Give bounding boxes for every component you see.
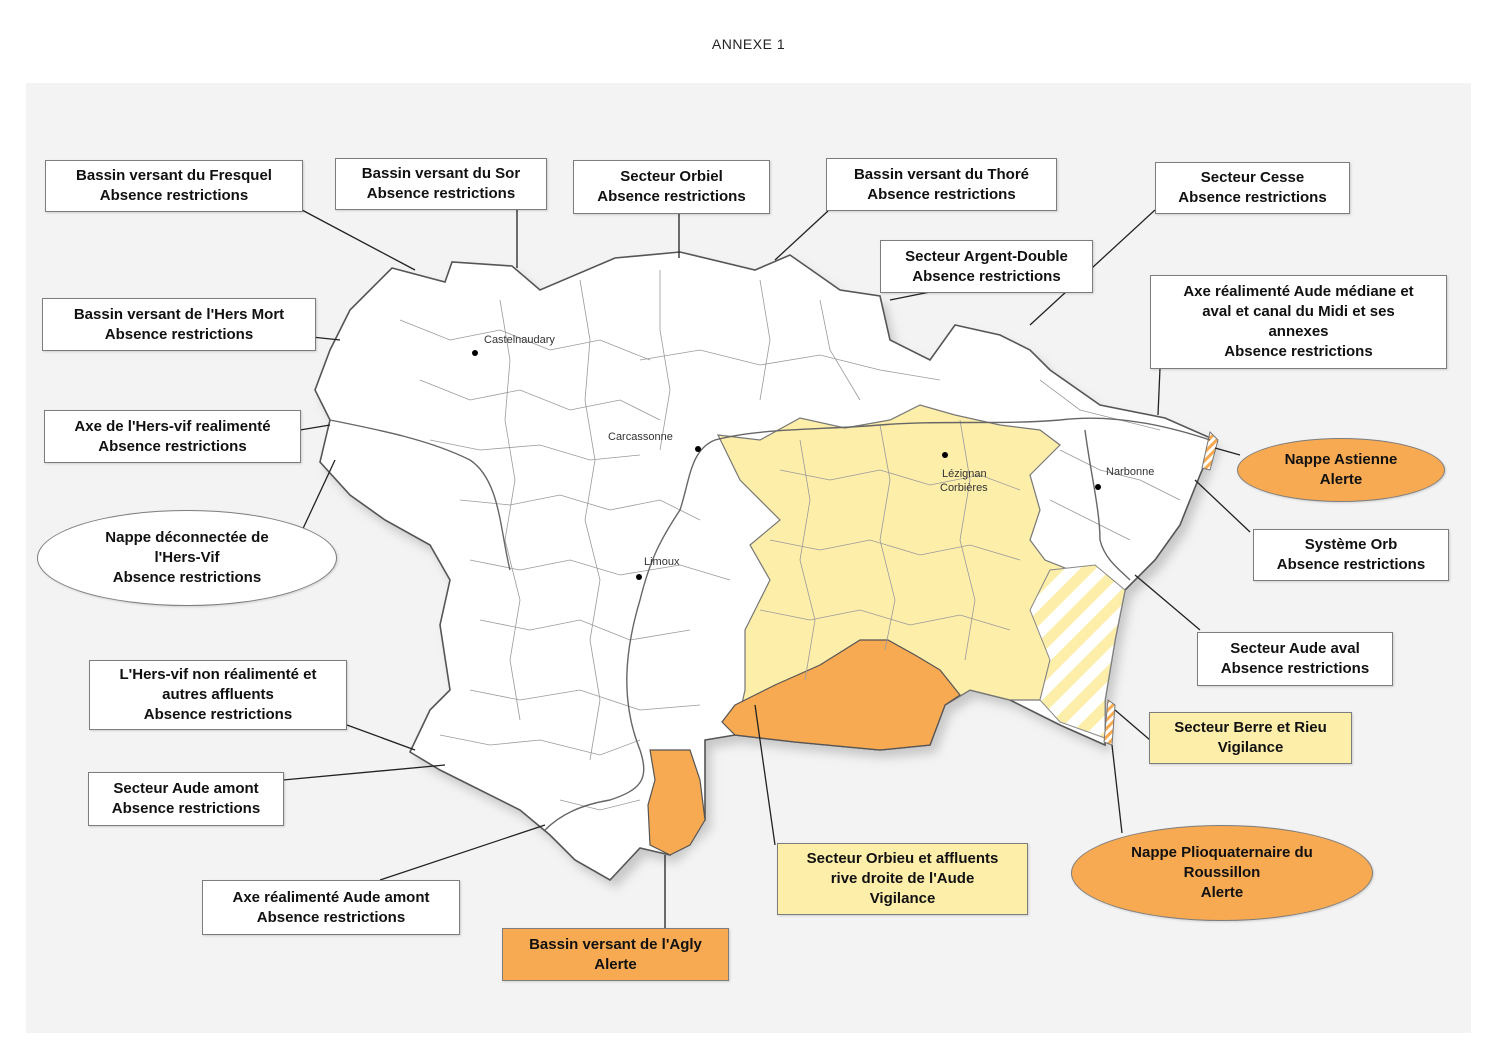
town-carcassonne: Carcassonne [608, 431, 673, 443]
label-thore: Bassin versant du Thoré Absence restrictions [826, 158, 1057, 211]
town-corbieres: Corbières [940, 482, 988, 494]
limoux-dot [636, 574, 642, 580]
label-nappe-astienne: Nappe Astienne Alerte [1237, 438, 1445, 502]
carcassonne-dot [695, 446, 701, 452]
castelnaudary-dot [472, 350, 478, 356]
label-nappe-hers-vif: Nappe déconnectée de l'Hers-Vif Absence restrictions [37, 510, 337, 606]
town-lezignan: Lézignan [942, 468, 987, 480]
label-argent-double: Secteur Argent-Double Absence restrictions [880, 240, 1093, 293]
label-aude-mediane: Axe réalimenté Aude médiane et aval et canal du Midi et ses annexes Absence restrictions [1150, 275, 1447, 369]
label-nappe-roussillon: Nappe Plioquaternaire du Roussillon Alerte [1071, 825, 1373, 921]
label-sor: Bassin versant du Sor Absence restrictions [335, 158, 547, 210]
narbonne-dot [1095, 484, 1101, 490]
label-aude-aval: Secteur Aude aval Absence restrictions [1197, 632, 1393, 686]
label-berre-rieu: Secteur Berre et Rieu Vigilance [1149, 712, 1352, 764]
label-orb: Système Orb Absence restrictions [1253, 529, 1449, 581]
lezignan-dot [942, 452, 948, 458]
label-fresquel: Bassin versant du Fresquel Absence restrictions [45, 160, 303, 212]
label-hers-vif-realimente: Axe de l'Hers-vif realimenté Absence restrictions [44, 410, 301, 463]
label-agly: Bassin versant de l'Agly Alerte [502, 928, 729, 981]
label-aude-amont: Secteur Aude amont Absence restrictions [88, 772, 284, 826]
town-castelnaudary: Castelnaudary [484, 334, 555, 346]
label-axe-aude-amont: Axe réalimenté Aude amont Absence restrictions [202, 880, 460, 935]
town-narbonne: Narbonne [1106, 466, 1155, 478]
label-hers-vif-non-realimente: L'Hers-vif non réalimenté et autres affluents Absence restrictions [89, 660, 347, 730]
label-cesse: Secteur Cesse Absence restrictions [1155, 162, 1350, 214]
label-hers-mort: Bassin versant de l'Hers Mort Absence restrictions [42, 298, 316, 351]
label-orbieu: Secteur Orbieu et affluents rive droite de l'Aude Vigilance [777, 843, 1028, 915]
page-title: ANNEXE 1 [711, 36, 786, 52]
town-limoux: Limoux [644, 556, 680, 568]
label-orbiel: Secteur Orbiel Absence restrictions [573, 160, 770, 214]
